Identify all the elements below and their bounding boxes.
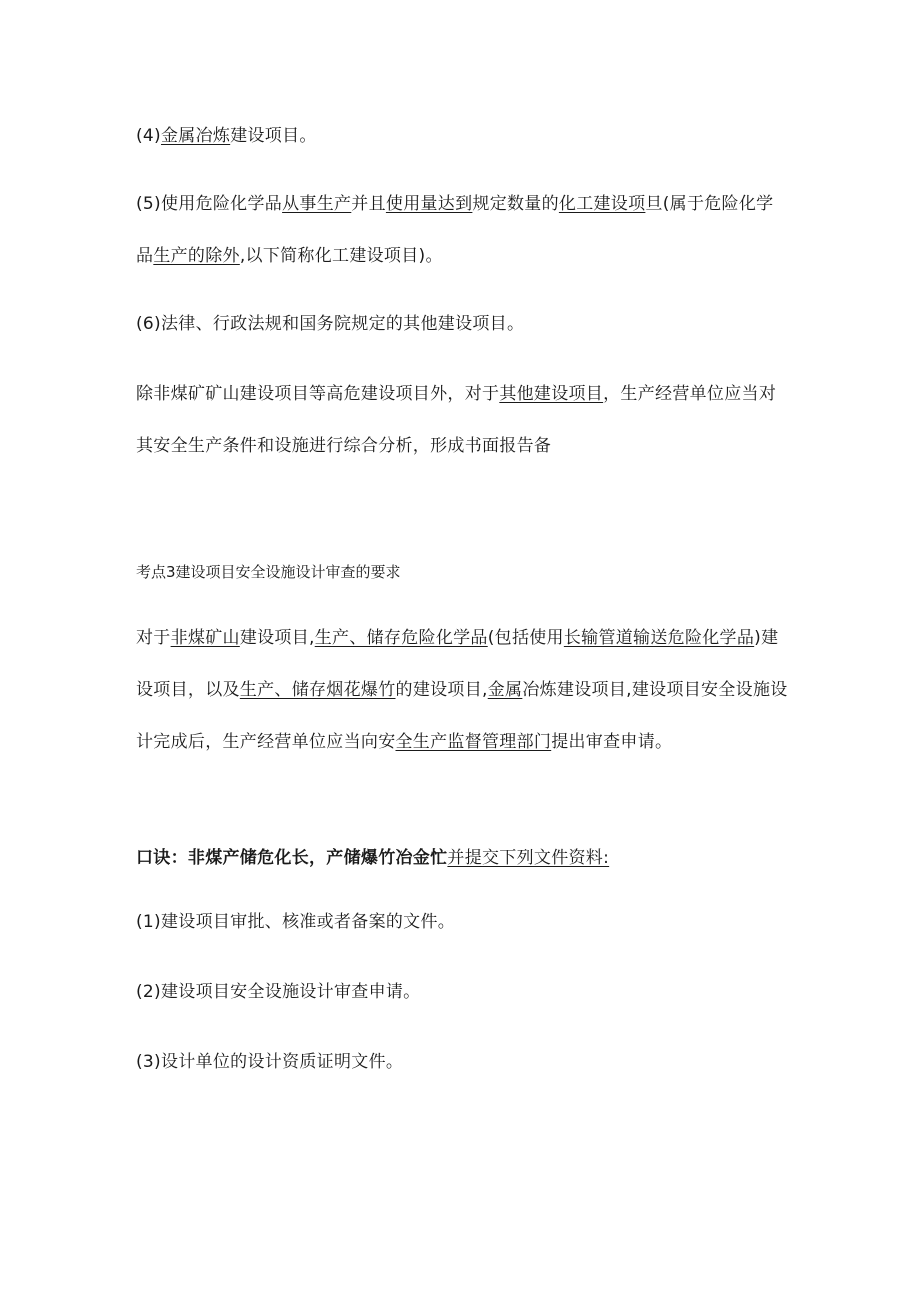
item-text: 建设项目审批、核准或者备案的文件。 (160, 912, 456, 932)
underlined-text: 全生产监督管理部门 (395, 732, 552, 752)
para-text: 对于 (136, 628, 171, 648)
para-text: 提出审查申请。 (551, 732, 673, 752)
other-projects-paragraph (136, 368, 788, 472)
para-text: 除非煤矿矿山建设项目等高危建设项目外，对于 (136, 384, 500, 404)
list-item-3 (136, 1036, 788, 1088)
underlined-text: 并提交下列文件资料: (447, 848, 610, 868)
list-item-4 (136, 110, 788, 162)
list-item-2 (136, 966, 788, 1018)
item-text: 建设项目安全设施设计审查申请。 (160, 982, 421, 1002)
review-paragraph (136, 612, 788, 768)
item-text: 建设项目。 (230, 126, 317, 146)
para-text: (包括使用 (487, 628, 564, 648)
item-text: 并且 (351, 194, 386, 214)
list-item-6 (136, 298, 788, 350)
list-item-5 (136, 178, 788, 282)
item-prefix: (5) (136, 194, 161, 214)
para-text: )建设项目，以及 (136, 628, 779, 700)
underlined-text: 非煤矿山 (170, 628, 240, 648)
item-text: ,以下简称化工建设项目)。 (239, 246, 443, 266)
item-prefix: (4) (136, 126, 161, 146)
item-prefix: (1) (136, 912, 161, 932)
para-text: 的建设项目, (395, 680, 488, 700)
mnemonic-bold: 口诀：非煤产储危化长，产储爆竹冶金忙 (136, 848, 448, 868)
para-text: ，生产经营单位应当对其安全生产条件和设施进行综合分析，形成书面报告备 (136, 384, 777, 456)
underlined-text: 生产、储存危险化学品 (314, 628, 488, 648)
item-prefix: (6) (136, 314, 161, 334)
item-text: 设计单位的设计资质证明文件。 (160, 1052, 404, 1072)
underlined-text: 金属冶炼 (160, 126, 231, 146)
underlined-text: 从事生产 (282, 194, 352, 214)
underlined-text: 金属 (487, 680, 523, 700)
item-prefix: (2) (136, 982, 161, 1002)
item-text: 旦(属于危险化学品 (136, 194, 774, 266)
item-text: 规定数量的 (472, 194, 559, 214)
item-text: 法律、行政法规和国务院规定的其他建设项目。 (160, 314, 525, 334)
list-item-1 (136, 896, 788, 948)
underlined-text: 使用量达到 (385, 194, 473, 214)
mnemonic-line (136, 832, 788, 884)
item-prefix: (3) (136, 1052, 161, 1072)
para-text: 建设项目, (239, 628, 315, 648)
underlined-text: 其他建设项目 (499, 384, 604, 404)
para-text: 冶炼建设项目,建设项目安全设施设计完成后，生产经营单位应当向安 (136, 680, 788, 752)
underlined-text: 化工建设项 (558, 194, 646, 214)
section-heading: 考点3建设项目安全设施设计审查的要求 (136, 563, 401, 581)
item-text: 使用危险化学品 (160, 194, 283, 214)
underlined-text: 生产的除外 (153, 246, 240, 266)
underlined-text: 生产、储存烟花爆竹 (239, 680, 396, 700)
underlined-text: 长输管道输送危险化学品 (563, 628, 755, 648)
